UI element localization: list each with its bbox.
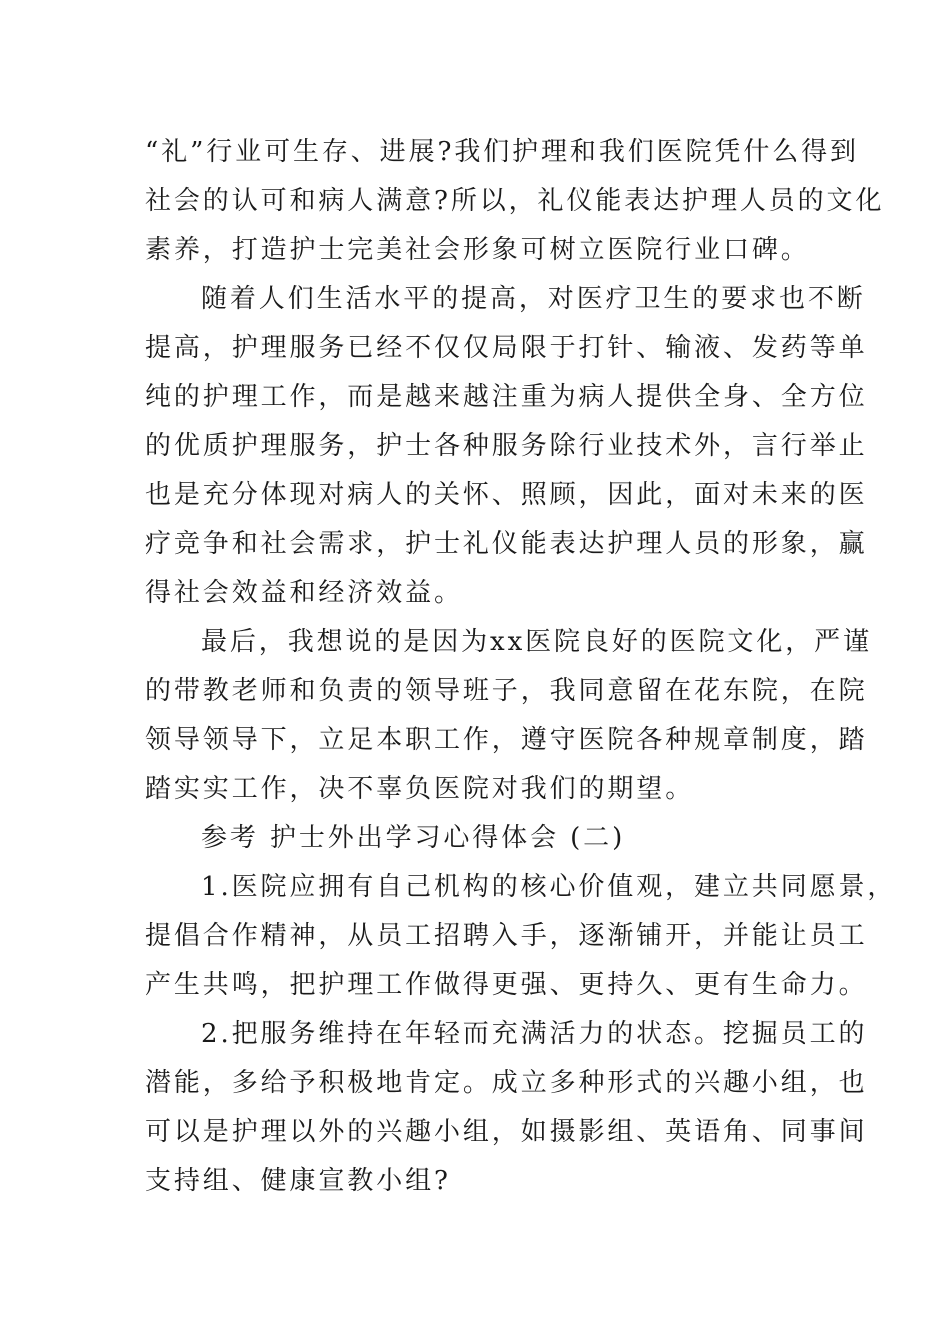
- paragraph: [145, 863, 897, 1010]
- paragraph: [145, 128, 885, 275]
- text-line: 提倡合作精神，从员工招聘入手，逐渐铺开，并能让员工: [145, 921, 868, 951]
- paragraph: [145, 618, 872, 814]
- text-line: 领导领导下，立足本职工作，遵守医院各种规章制度，踏: [145, 725, 868, 755]
- text-line: 素养，打造护士完美社会形象可树立医院行业口碑。: [145, 235, 810, 265]
- text-line: 的优质护理服务，护士各种服务除行业技术外，言行举止: [145, 431, 868, 461]
- text-line: 支持组、健康宣教小组?: [145, 1166, 451, 1196]
- document-body: [145, 128, 897, 1206]
- text-line: “礼”行业可生存、进展?我们护理和我们医院凭什么得到: [145, 137, 859, 167]
- text-line: 得社会效益和经济效益。: [145, 578, 463, 608]
- text-line: 1.医院应拥有自己机构的核心价值观，建立共同愿景，: [201, 872, 897, 902]
- text-line: 潜能，多给予积极地肯定。成立多种形式的兴趣小组，也: [145, 1068, 868, 1098]
- text-line: 踏实实工作，决不辜负医院对我们的期望。: [145, 774, 695, 804]
- text-line: 也是充分体现对病人的关怀、照顾，因此，面对未来的医: [145, 480, 868, 510]
- heading-line: 参考 护士外出学习心得体会 (二): [201, 823, 626, 853]
- text-line: 产生共鸣，把护理工作做得更强、更持久、更有生命力。: [145, 970, 868, 1000]
- text-line: 最后，我想说的是因为xx医院良好的医院文化，严谨: [201, 627, 872, 657]
- section-heading: [145, 814, 817, 863]
- text-line: 可以是护理以外的兴趣小组，如摄影组、英语角、同事间: [145, 1117, 868, 1147]
- text-line: 纯的护理工作，而是越来越注重为病人提供全身、全方位: [145, 382, 868, 412]
- paragraph: [145, 1010, 868, 1206]
- text-line: 提高，护理服务已经不仅仅局限于打针、输液、发药等单: [145, 333, 868, 363]
- paragraph: [145, 275, 868, 618]
- text-line: 2.把服务维持在年轻而充满活力的状态。挖掘员工的: [201, 1019, 868, 1049]
- text-line: 的带教老师和负责的领导班子，我同意留在花东院，在院: [145, 676, 868, 706]
- text-line: 社会的认可和病人满意?所以，礼仪能表达护理人员的文化: [145, 186, 885, 216]
- text-line: 随着人们生活水平的提高，对医疗卫生的要求也不断: [201, 284, 866, 314]
- text-line: 疗竞争和社会需求，护士礼仪能表达护理人员的形象，赢: [145, 529, 868, 559]
